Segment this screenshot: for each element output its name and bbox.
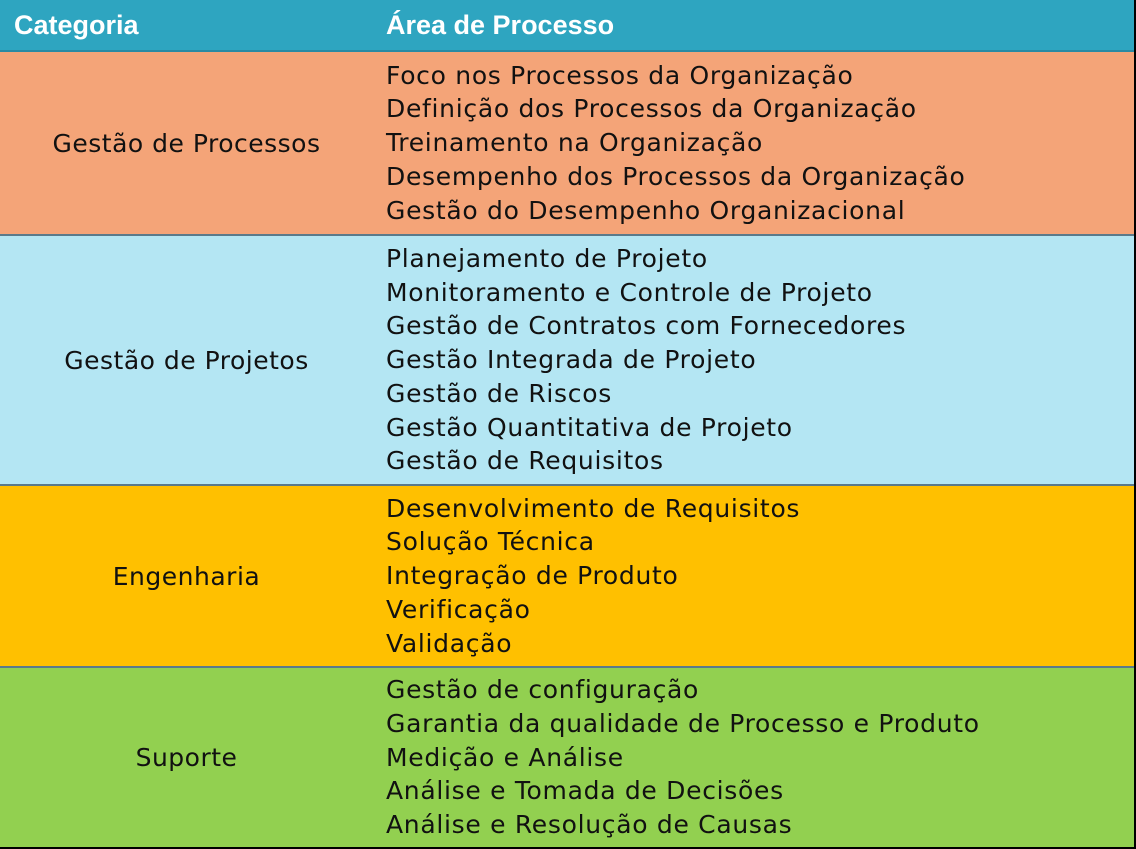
category-cell: Engenharia [112, 561, 261, 591]
process-area-item: Gestão de Contratos com Fornecedores [386, 311, 907, 341]
process-area-item: Desempenho dos Processos da Organização [386, 161, 966, 191]
process-area-list [373, 668, 1134, 847]
process-area-item: Validação [386, 628, 513, 658]
process-area-item: Integração de Produto [386, 561, 679, 591]
row-gestao-de-processos [0, 52, 1134, 234]
process-area-item: Gestão de Riscos [386, 378, 612, 408]
process-area-item: Gestão Quantitativa de Projeto [386, 412, 793, 442]
category-cell: Gestão de Projetos [64, 345, 309, 375]
table-header [0, 0, 1134, 52]
process-area-item: Foco nos Processos da Organização [386, 60, 854, 90]
process-area-item: Treinamento na Organização [386, 128, 764, 158]
process-area-item: Gestão Integrada de Projeto [386, 345, 757, 375]
process-area-item: Gestão de configuração [386, 675, 700, 704]
header-category: Categoria [14, 9, 139, 40]
process-area-item: Garantia da qualidade de Processo e Produto [386, 708, 980, 738]
header-process-area: Área de Processo [386, 9, 615, 40]
process-area-list [373, 236, 1134, 484]
process-area-item: Gestão do Desempenho Organizacional [386, 195, 906, 225]
category-cell: Suporte [135, 743, 238, 772]
process-area-item: Desenvolvimento de Requisitos [386, 493, 801, 523]
process-area-item: Análise e Resolução de Causas [386, 810, 793, 840]
category-cell: Gestão de Processos [52, 128, 321, 158]
process-area-list [373, 486, 1134, 666]
row-gestao-de-projetos [0, 234, 1134, 484]
process-area-item: Monitoramento e Controle de Projeto [386, 277, 873, 307]
row-suporte [0, 666, 1134, 847]
process-area-list [373, 52, 1134, 234]
process-area-item: Planejamento de Projeto [386, 243, 708, 273]
process-area-item: Medição e Análise [386, 742, 624, 772]
process-area-item: Análise e Tomada de Decisões [386, 776, 784, 806]
process-area-item: Verificação [386, 594, 531, 624]
process-area-item: Definição dos Processos da Organização [386, 94, 917, 124]
process-area-item: Solução Técnica [386, 527, 595, 557]
row-engenharia [0, 484, 1134, 666]
process-area-item: Gestão de Requisitos [386, 446, 664, 476]
